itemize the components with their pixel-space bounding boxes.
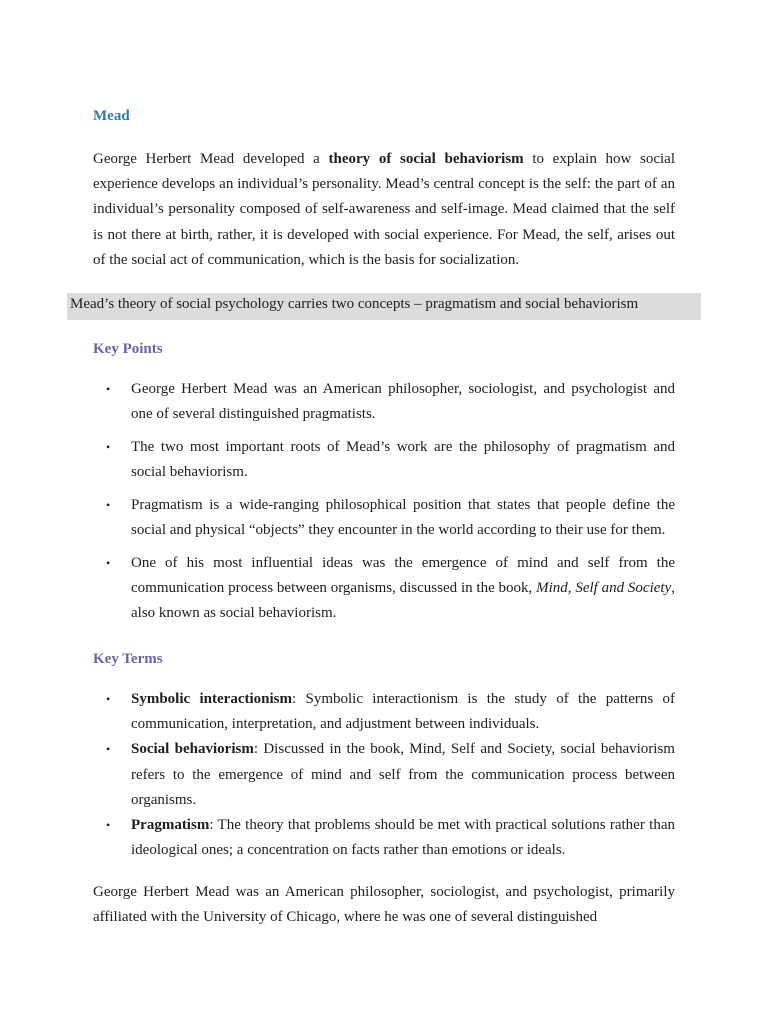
intro-paragraph	[93, 147, 675, 273]
key-point-text-end: , also known as social behaviorism.	[131, 580, 675, 622]
bullet-icon: •	[106, 556, 111, 570]
key-point-item	[93, 435, 675, 485]
key-terms-list	[93, 687, 675, 863]
highlight-banner	[67, 293, 701, 320]
key-term-item	[93, 687, 675, 737]
section-heading: Mead	[93, 108, 130, 124]
key-term-name: Pragmatism	[131, 817, 210, 834]
key-term-name: Social behaviorism	[131, 741, 254, 758]
intro-text-start: George Herbert Mead developed a	[93, 151, 329, 167]
key-points-heading: Key Points	[93, 341, 163, 357]
bullet-icon: •	[106, 692, 111, 706]
key-term-definition: : Discussed in the book, Mind, Self and Society, social behaviorism refers to the emergence of mind and self from the communication process between organisms.	[131, 741, 675, 808]
key-term-item	[93, 737, 675, 813]
key-term-definition: : The theory that problems should be met with practical solutions rather than ideological ones; a concentration on facts rather than emotions or ideals.	[131, 817, 675, 859]
key-point-text-start: One of his most influential ideas was the emergence of mind and self from the communication process between organisms, discussed in the book,	[131, 555, 675, 597]
key-point-item	[93, 377, 675, 427]
key-terms-heading: Key Terms	[93, 651, 163, 667]
key-points-list	[93, 377, 675, 634]
intro-text-end: to explain how social experience develops an individual’s personality. Mead’s central concept is the self: the part of an individual’s personality composed of self-awareness and self-image. Mead claimed that the self is not there at birth, rather, it is developed with social experience. For Mead, the self, arises out of the social act of communication, which is the basis for socialization.	[93, 151, 675, 268]
key-point-text: George Herbert Mead was an American philosopher, sociologist, and psychologist and one of several distinguished pragmatists.	[131, 381, 675, 423]
bullet-icon: •	[106, 498, 111, 512]
bullet-icon: •	[106, 440, 111, 454]
book-title: Mind, Self and Society	[536, 580, 672, 597]
intro-bold-term: theory of social behaviorism	[328, 151, 524, 167]
key-term-definition: : Symbolic interactionism is the study of the patterns of communication, interpretation, and adjustment between individuals.	[131, 691, 675, 733]
bullet-icon: •	[106, 382, 111, 396]
highlight-text: Mead’s theory of social psychology carries two concepts – pragmatism and social behaviorism	[70, 296, 639, 312]
bullet-icon: •	[106, 742, 111, 757]
key-point-item	[93, 493, 675, 543]
key-point-text: The two most important roots of Mead’s work are the philosophy of pragmatism and social behaviorism.	[131, 439, 675, 481]
bullet-icon: •	[106, 818, 111, 833]
key-term-name: Symbolic interactionism	[131, 691, 292, 707]
key-point-text: Pragmatism is a wide-ranging philosophical position that states that people define the social and physical “objects” they encounter in the world according to their use for them.	[131, 497, 675, 539]
key-term-item	[93, 813, 675, 863]
closing-paragraph: George Herbert Mead was an American philosopher, sociologist, and psychologist, primarily affiliated with the University of Chicago, where he was one of several distinguished	[93, 884, 675, 926]
key-point-item	[93, 551, 675, 627]
